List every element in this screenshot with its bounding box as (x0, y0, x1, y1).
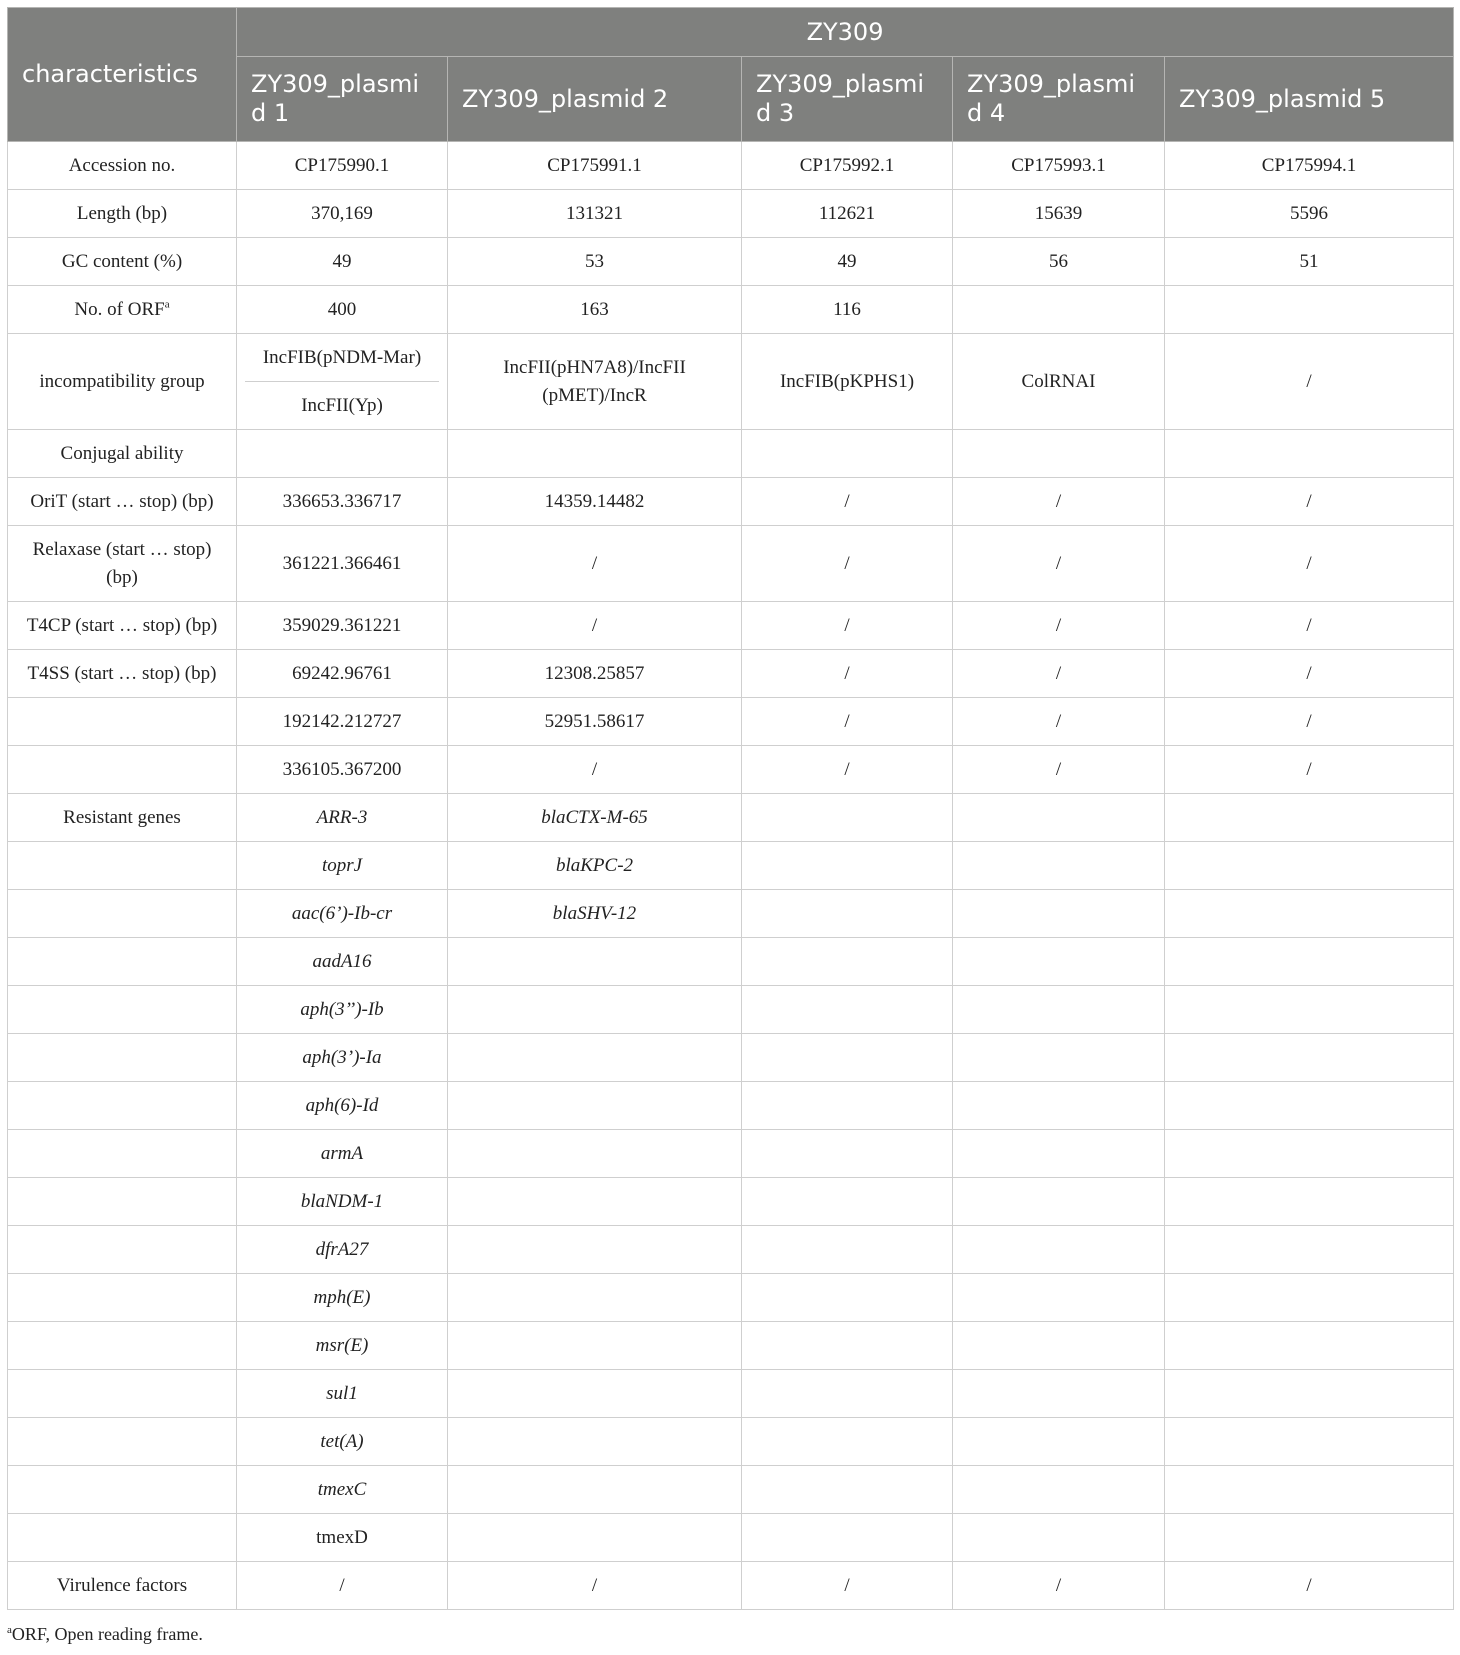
table-row-resistant-2 (8, 842, 1454, 890)
table-cell (448, 1466, 742, 1514)
table-cell (953, 1418, 1165, 1466)
row-label (8, 1274, 237, 1322)
table-cell (742, 1514, 953, 1562)
table-cell (953, 986, 1165, 1034)
table-cell (448, 1226, 742, 1274)
table-cell: 400 (237, 286, 448, 334)
column-header-plasmid-1: ZY309_plasmid 1 (237, 57, 448, 142)
table-cell (953, 794, 1165, 842)
table-cell: CP175991.1 (448, 142, 742, 190)
table-cell (953, 1226, 1165, 1274)
row-label-text: No. of ORF (74, 298, 165, 320)
gene-cell: tmexC (237, 1466, 448, 1514)
table-cell: / (1165, 1562, 1454, 1610)
table-cell: 359029.361221 (237, 602, 448, 650)
footnote-marker: a (164, 298, 170, 311)
row-label (8, 1322, 237, 1370)
row-header-characteristics: characteristics (8, 8, 237, 142)
table-cell: 116 (742, 286, 953, 334)
table-cell (953, 286, 1165, 334)
table-cell (742, 1178, 953, 1226)
table-cell: IncFII(pHN7A8)/IncFII (pMET)/IncR (448, 334, 742, 430)
table-cell (448, 430, 742, 478)
table-cell (953, 890, 1165, 938)
table-cell (742, 842, 953, 890)
table-row-t4ss-2 (8, 698, 1454, 746)
row-label: T4CP (start … stop) (bp) (8, 602, 237, 650)
table-cell (953, 842, 1165, 890)
table-row-accession (8, 142, 1454, 190)
table-row-t4cp (8, 602, 1454, 650)
table-cell: / (1165, 746, 1454, 794)
table-cell (1165, 1466, 1454, 1514)
table-cell (953, 1514, 1165, 1562)
table-cell (448, 1130, 742, 1178)
table-cell: / (953, 746, 1165, 794)
row-label: T4SS (start … stop) (bp) (8, 650, 237, 698)
row-label (8, 1082, 237, 1130)
row-label: Length (bp) (8, 190, 237, 238)
table-cell: 12308.25857 (448, 650, 742, 698)
row-label (8, 1466, 237, 1514)
table-cell (1165, 794, 1454, 842)
table-cell (448, 1370, 742, 1418)
table-cell (1165, 1178, 1454, 1226)
gene-cell: aadA16 (237, 938, 448, 986)
table-cell (1165, 890, 1454, 938)
table-cell (953, 1274, 1165, 1322)
table-row-relaxase (8, 526, 1454, 602)
table-cell: / (953, 478, 1165, 526)
gene-cell: armA (237, 1130, 448, 1178)
table-cell (448, 1514, 742, 1562)
row-label: Relaxase (start … stop) (bp) (8, 526, 237, 602)
row-label (8, 698, 237, 746)
table-row-resistant-7 (8, 1082, 1454, 1130)
table-cell (742, 430, 953, 478)
table-cell (1165, 986, 1454, 1034)
table-cell (1165, 1226, 1454, 1274)
table-cell: CP175994.1 (1165, 142, 1454, 190)
table-cell (742, 1322, 953, 1370)
row-label (8, 890, 237, 938)
table-cell (1165, 286, 1454, 334)
inc-group-top: IncFIB(pNDM-Mar) (245, 334, 439, 382)
table-cell: 15639 (953, 190, 1165, 238)
row-label (8, 1034, 237, 1082)
row-label: Virulence factors (8, 1562, 237, 1610)
row-label (8, 286, 237, 334)
table-cell: 192142.212727 (237, 698, 448, 746)
row-label: Accession no. (8, 142, 237, 190)
row-label (8, 1514, 237, 1562)
footnote-marker: a (7, 1624, 12, 1636)
gene-cell: blaNDM-1 (237, 1178, 448, 1226)
table-cell (953, 1466, 1165, 1514)
table-cell (1165, 842, 1454, 890)
table-row-conjugal (8, 430, 1454, 478)
table-row-orf (8, 286, 1454, 334)
table-cell (742, 938, 953, 986)
gene-cell: blaKPC-2 (448, 842, 742, 890)
table-cell: 163 (448, 286, 742, 334)
table-cell (953, 938, 1165, 986)
table-cell: / (1165, 478, 1454, 526)
gene-cell: aph(3’’)-Ib (237, 986, 448, 1034)
table-cell: / (953, 698, 1165, 746)
table-row-incompatibility (8, 334, 1454, 430)
gene-cell: mph(E) (237, 1274, 448, 1322)
row-label (8, 1178, 237, 1226)
table-cell (1165, 1418, 1454, 1466)
table-cell (448, 1034, 742, 1082)
table-row-virulence (8, 1562, 1454, 1610)
table-cell: / (448, 602, 742, 650)
table-cell: 52951.58617 (448, 698, 742, 746)
column-header-plasmid-5: ZY309_plasmid 5 (1165, 57, 1454, 142)
table-cell (742, 1034, 953, 1082)
gene-cell: tet(A) (237, 1418, 448, 1466)
row-label (8, 1418, 237, 1466)
table-cell: / (742, 746, 953, 794)
gene-cell: aph(3’)-Ia (237, 1034, 448, 1082)
group-header-zy309: ZY309 (237, 8, 1454, 57)
table-cell (953, 1082, 1165, 1130)
table-cell: 336653.336717 (237, 478, 448, 526)
gene-cell: blaSHV-12 (448, 890, 742, 938)
table-cell: / (953, 650, 1165, 698)
row-label: Conjugal ability (8, 430, 237, 478)
row-label (8, 1130, 237, 1178)
table-row-resistant-6 (8, 1034, 1454, 1082)
gene-cell: blaCTX-M-65 (448, 794, 742, 842)
table-row-t4ss (8, 650, 1454, 698)
gene-cell: ARR-3 (237, 794, 448, 842)
table-cell (1165, 1130, 1454, 1178)
table-row-resistant-1 (8, 794, 1454, 842)
gene-cell: sul1 (237, 1370, 448, 1418)
table-cell (953, 430, 1165, 478)
table-cell (953, 1130, 1165, 1178)
table-cell: / (742, 526, 953, 602)
table-cell: / (953, 1562, 1165, 1610)
gene-cell: aph(6)-Id (237, 1082, 448, 1130)
table-cell (1165, 430, 1454, 478)
row-label: incompatibility group (8, 334, 237, 430)
table-cell (1165, 1082, 1454, 1130)
table-cell (1165, 1034, 1454, 1082)
table-cell (448, 1418, 742, 1466)
table-cell (448, 1178, 742, 1226)
table-cell: / (448, 746, 742, 794)
table-cell (742, 1082, 953, 1130)
table-row-t4ss-3 (8, 746, 1454, 794)
row-label (8, 938, 237, 986)
table-footnote (7, 1624, 203, 1645)
row-label (8, 842, 237, 890)
table-cell: / (742, 602, 953, 650)
table-row-resistant-8 (8, 1130, 1454, 1178)
table-cell: CP175990.1 (237, 142, 448, 190)
table-cell (237, 430, 448, 478)
table-cell (448, 1274, 742, 1322)
table-row-resistant-3 (8, 890, 1454, 938)
table-row-gc-content (8, 238, 1454, 286)
table-cell: / (742, 1562, 953, 1610)
table-cell: 361221.366461 (237, 526, 448, 602)
row-label (8, 1370, 237, 1418)
table-cell (742, 1130, 953, 1178)
table-row-resistant-12 (8, 1322, 1454, 1370)
table-cell (1165, 938, 1454, 986)
row-label: OriT (start … stop) (bp) (8, 478, 237, 526)
table-cell-split (237, 334, 448, 430)
table-row-resistant-9 (8, 1178, 1454, 1226)
table-cell: / (742, 478, 953, 526)
table-row-length (8, 190, 1454, 238)
table-row-resistant-11 (8, 1274, 1454, 1322)
table-cell (953, 1178, 1165, 1226)
inc-group-bottom: IncFII(Yp) (301, 394, 383, 416)
table-cell: / (237, 1562, 448, 1610)
table-cell (1165, 1370, 1454, 1418)
table-cell (448, 1082, 742, 1130)
table-cell: 49 (742, 238, 953, 286)
table-cell (742, 890, 953, 938)
table-cell: 370,169 (237, 190, 448, 238)
table-cell: 51 (1165, 238, 1454, 286)
table-cell (742, 1226, 953, 1274)
table-cell (742, 1370, 953, 1418)
table-cell (742, 794, 953, 842)
table-cell (742, 1418, 953, 1466)
table-cell: / (953, 526, 1165, 602)
footnote-text: ORF, Open reading frame. (11, 1624, 203, 1644)
table-cell: / (448, 526, 742, 602)
table-cell: 56 (953, 238, 1165, 286)
table-cell: / (953, 602, 1165, 650)
gene-cell: toprJ (237, 842, 448, 890)
column-header-plasmid-2: ZY309_plasmid 2 (448, 57, 742, 142)
table-cell: ColRNAI (953, 334, 1165, 430)
column-header-plasmid-3: ZY309_plasmid 3 (742, 57, 953, 142)
table-cell: / (742, 698, 953, 746)
table-cell: IncFIB(pKPHS1) (742, 334, 953, 430)
table-cell (448, 1322, 742, 1370)
gene-cell: dfrA27 (237, 1226, 448, 1274)
table-row-resistant-14 (8, 1418, 1454, 1466)
table-cell: 53 (448, 238, 742, 286)
row-label: GC content (%) (8, 238, 237, 286)
table-row-resistant-16 (8, 1514, 1454, 1562)
table-row-orit (8, 478, 1454, 526)
table-cell: 5596 (1165, 190, 1454, 238)
table-cell: 112621 (742, 190, 953, 238)
table-cell: / (448, 1562, 742, 1610)
row-label (8, 986, 237, 1034)
gene-cell: aac(6’)-Ib-cr (237, 890, 448, 938)
table-cell (742, 986, 953, 1034)
table-cell: 14359.14482 (448, 478, 742, 526)
table-cell (1165, 1322, 1454, 1370)
table-cell: 131321 (448, 190, 742, 238)
plasmid-characteristics-table (7, 7, 1454, 1610)
table-cell (1165, 1514, 1454, 1562)
table-row-resistant-13 (8, 1370, 1454, 1418)
table-cell: 336105.367200 (237, 746, 448, 794)
table-cell: 69242.96761 (237, 650, 448, 698)
table-cell (953, 1322, 1165, 1370)
row-label (8, 746, 237, 794)
table-row-resistant-10 (8, 1226, 1454, 1274)
table-cell (448, 986, 742, 1034)
table-row-resistant-15 (8, 1466, 1454, 1514)
table-cell (448, 938, 742, 986)
gene-cell: msr(E) (237, 1322, 448, 1370)
table-row-resistant-5 (8, 986, 1454, 1034)
column-header-plasmid-4: ZY309_plasmid 4 (953, 57, 1165, 142)
table-cell (742, 1274, 953, 1322)
row-label (8, 1226, 237, 1274)
table-cell: / (1165, 602, 1454, 650)
table-cell: / (1165, 334, 1454, 430)
table-cell: / (1165, 650, 1454, 698)
table-cell: / (742, 650, 953, 698)
table-cell: CP175992.1 (742, 142, 953, 190)
table-cell (953, 1370, 1165, 1418)
table-row-resistant-4 (8, 938, 1454, 986)
table-cell (953, 1034, 1165, 1082)
table-cell: / (1165, 698, 1454, 746)
table-cell (1165, 1274, 1454, 1322)
table-cell: 49 (237, 238, 448, 286)
table-cell: / (1165, 526, 1454, 602)
table-cell (742, 1466, 953, 1514)
row-label: Resistant genes (8, 794, 237, 842)
gene-cell: tmexD (237, 1514, 448, 1562)
table-cell: CP175993.1 (953, 142, 1165, 190)
